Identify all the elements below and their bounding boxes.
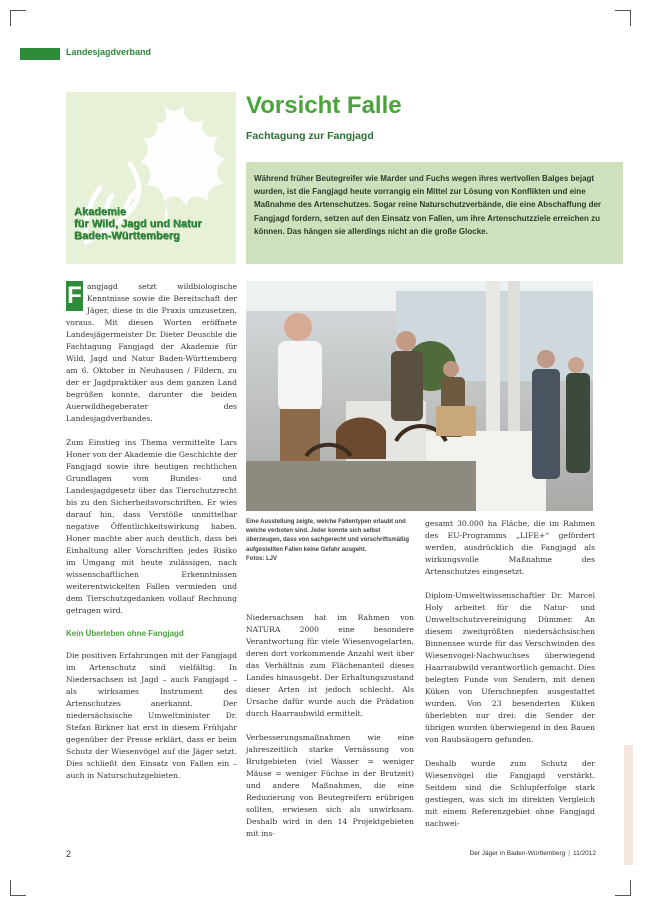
lead-box	[246, 162, 623, 264]
academy-name-line: für Wild, Jagd und Natur	[74, 218, 202, 230]
section-subheading: Kein Überleben ohne Fangjagd	[66, 629, 184, 638]
crop-mark	[10, 895, 26, 896]
side-strip	[624, 745, 633, 865]
academy-name-line: Baden-Württemberg	[74, 230, 180, 242]
paragraph: Deshalb wurde zum Schutz der Wiesenvögel die Fangjagd verstärkt. Seitdem sind die Schlupferfolge stark gestiegen, was sich im direkten Vergleich mit einem Referenzgebiet ohne Fangjagd nachwei-	[425, 759, 595, 828]
lead-paragraph: Während früher Beutegreifer wie Marder und Fuchs wegen ihres wertvollen Balges bejagt wurden, ist die Fangjagd heute vorrangig ein Mittel zur Lösung von Konflikten und eine Maßnahme des Artenschutzes. Sogar reine Naturschutzverbände, die eine Abschaffung der Fangjagd fordern, setzen auf den Einsatz von Fallen, um ihre Artenschutzziele erreichen zu können. Das hängen sie allerdings nicht an die große Glocke.	[254, 174, 602, 236]
paragraph: Zum Einstieg ins Thema vermittelte Lars Honer von der Akademie die Geschichte der Fangjagd sowie ihre heutigen rechtlichen Grundlagen vom Bundes- und Landesjagdgesetz über das Tierschutzrecht bis zu den Sicherheitsvorschriften. Er wies darauf hin, dass Verstöße unmittelbar negative Öffentlichkeitswirkung haben. Honer machte aber auch deutlich, dass bei Einhaltung aller Vorschriften jedes Risiko im Umgang mit heute zulässigen, nach wissenschaftlichen Erkenntnissen weiterentwickelten Fallen vermieden und dem Tierschutzgedanken vollauf Rechnung getragen wird.	[66, 438, 238, 615]
caption-text: Eine Ausstellung zeigte, welche Fallentypen erlaubt und welche verboten sind. Jeder konnte sich selbst überzeugen, dass von sachgerecht und vorschriftsmäßig aufgestellten Fallen keine Gefahr ausgeht.	[246, 519, 410, 553]
crop-mark	[10, 880, 11, 896]
article-subtitle: Fachtagung zur Fangjagd	[246, 130, 374, 142]
academy-name-line: Akademie	[74, 206, 126, 218]
section-color-bar	[20, 48, 60, 60]
text-column-1	[66, 281, 237, 794]
text-column-3	[425, 518, 595, 842]
paragraph-text: angjagd setzt wildbiologische Kenntnisse sowie die Bereitschaft der Jäger, diese in die Praxis umzusetzen, voraus. Mit diesen Worten eröffnete Landesjägermeister Dr. Dieter Deuschle die Fachtagung Fangjagd der Akademie für Wild, Jagd und Natur Baden-Württemberg am 6. Oktober in Neuhausen / Fildern, zu der er Jagdpraktiker aus dem ganzen Land begrüßen konnte, darunter die beiden Auerwildhegeberater des Landesjagdverbandes.	[66, 282, 237, 423]
paragraph: Diplom-Umweltwissenschaftler Dr. Marcel Holy arbeitet für die Natur- und Umweltschutzvereinigung Dümmer. An diesem zweitgrößten niedersächsischen Binnensee wurde für das Verschwinden des Wiesenvogel-Nachwuchses überwiegend Haarraubwild verantwortlich gemacht. Dies belegten Funde von Sendern, mit denen Küken von Uferschnepfen ausgestattet wurden. Von 23 besenderten Küken überlebten nur drei: die Sender der übrigen wurden überwiegend in den Bauen von Raubsäugern gefunden.	[425, 591, 595, 744]
paragraph: Die positiven Erfahrungen mit der Fangjagd im Artenschutz sind vielfältig. In Niedersachsen ist Jagd – auch Fangjagd – als wirksames Instrument des Artenschutzes anerkannt. Der niedersächsische Umweltminister Dr. Stefan Birkner hat erst in diesem Frühjahr gegenüber der Presse erklärt, dass er beim Schutz der Wiesenvögel auf die Jäger setzt. Dies schließt den Einsatz von Fallen ein – auch in Naturschutzgebieten.	[66, 651, 237, 780]
paragraph: gesamt 30.000 ha Fläche, die im Rahmen des EU-Programms „LIFE+“ gefördert werden, ausdrücklich die Fangjagd als wirkungsvolle Maßnahme des Artenschutzes eingesetzt.	[425, 519, 595, 576]
crop-mark	[10, 10, 26, 11]
crop-mark	[615, 895, 631, 896]
article-title: Vorsicht Falle	[246, 92, 402, 119]
publication-name: Der Jäger in Baden-Württemberg	[469, 850, 566, 857]
crop-mark	[630, 10, 631, 26]
photo-credit: Fotos: LJV	[246, 555, 277, 562]
text-column-2	[246, 612, 414, 852]
drop-cap: F	[67, 282, 82, 309]
footer-publication	[470, 850, 596, 857]
paragraph	[66, 281, 237, 425]
exhibition-photo	[246, 281, 593, 511]
crop-mark	[10, 10, 11, 26]
academy-name	[74, 206, 234, 242]
section-label: Landesjagdverband	[66, 47, 152, 57]
photo-caption	[246, 518, 414, 564]
crop-mark	[630, 880, 631, 896]
paragraph: Verbesserungsmaßnahmen wie eine jahreszeitlich starke Vernässung von Brutgebieten (viel Wasser = weniger Mäuse = weniger Füchse in der Brutzeit) und andere Maßnahmen, die eine Reduzierung von Beutegreifern erübrigen sollten, erwiesen sich als unwirksam. Deshalb wird in den 14 Projektgebieten mit ins-	[246, 733, 414, 838]
page-number: 2	[66, 849, 72, 859]
academy-logo	[66, 92, 236, 264]
trap-exhibition-photo	[246, 281, 593, 511]
issue-number: 11/2012	[572, 850, 596, 857]
footer-separator: |	[568, 850, 570, 857]
paragraph: Niedersachsen hat im Rahmen von NATURA 2000 eine besondere Verantwortung für viele Wiesenvogelarten, deren dort vorkommende Anzahl weit über das Verhältnis zum Flächenanteil dieses Landes hinausgeht. Der Erhaltungszustand dieser Arten ist jedoch schlecht. Als Ursache dafür wurde auch die Prädation durch Haarraubwild ermittelt.	[246, 613, 414, 718]
crop-mark	[615, 10, 631, 11]
